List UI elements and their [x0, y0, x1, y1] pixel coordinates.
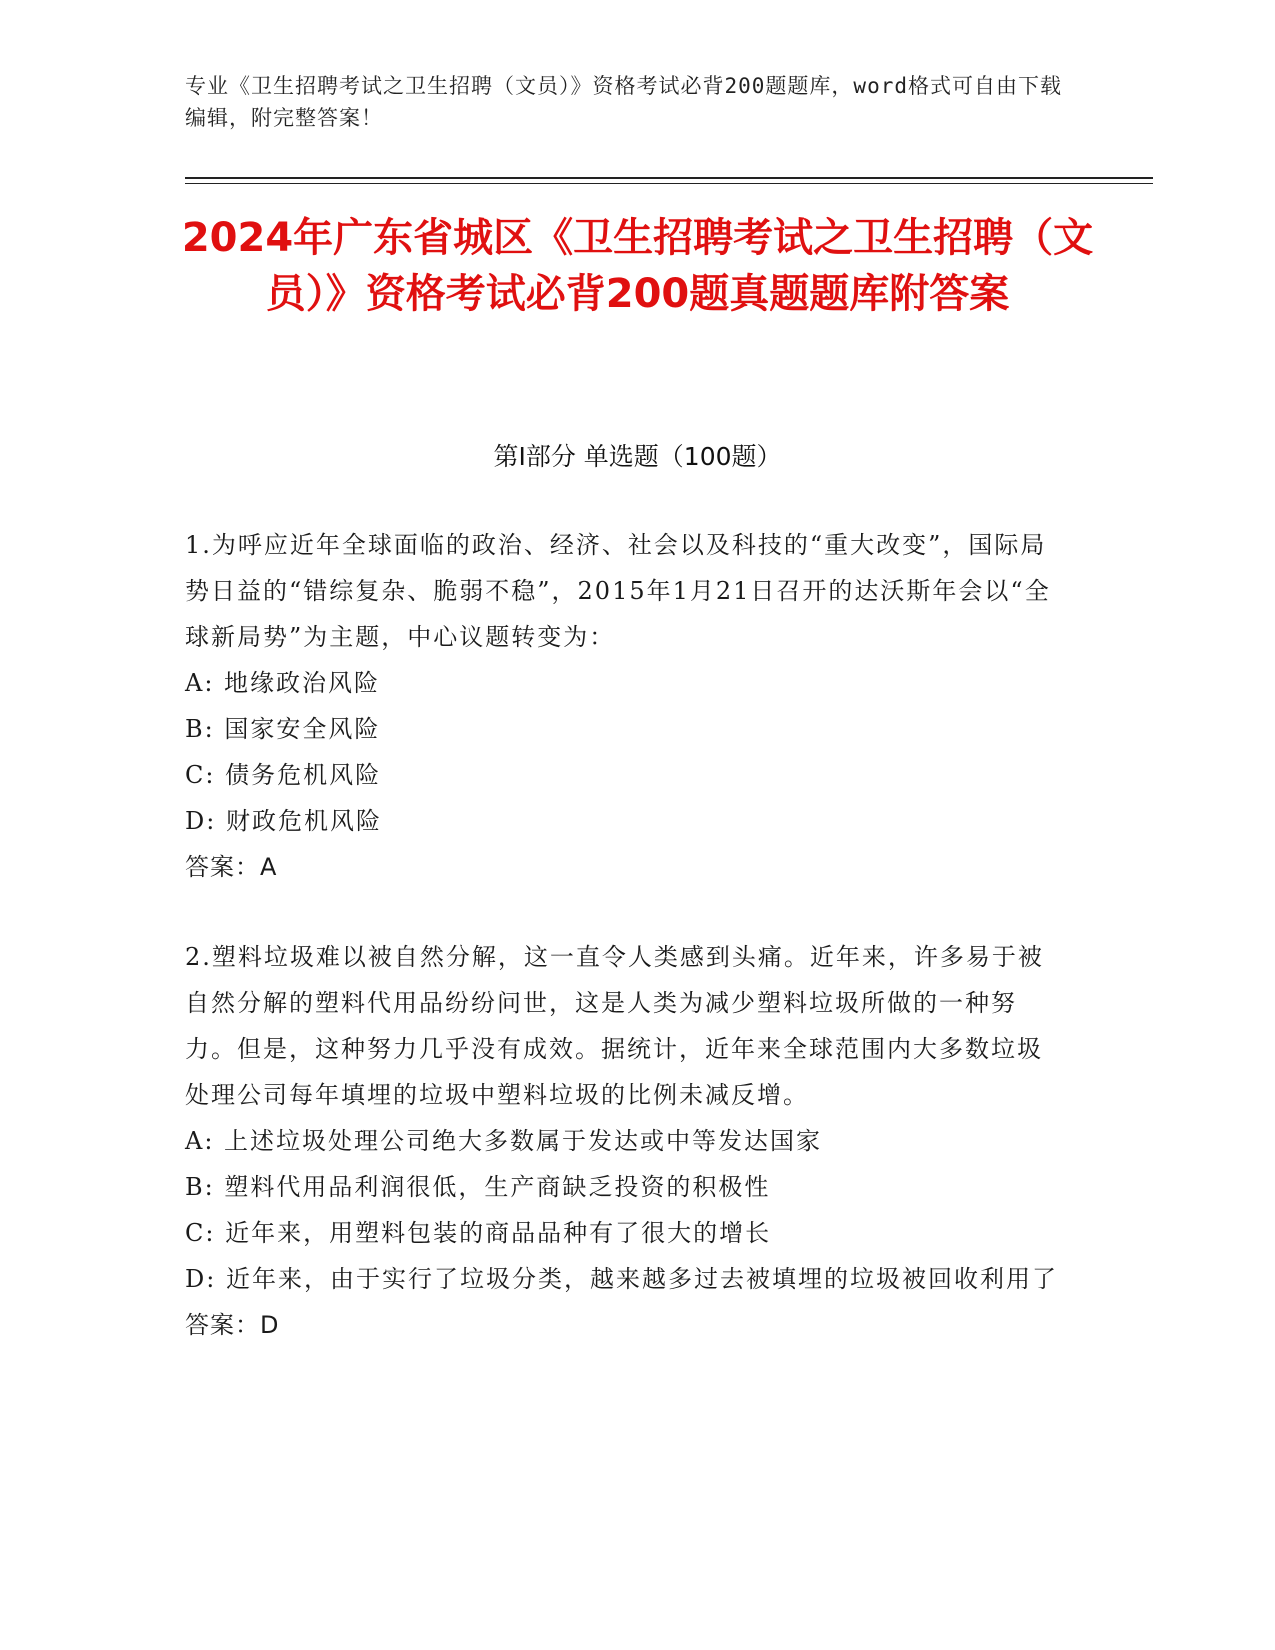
header-divider-thick: [185, 177, 1153, 179]
question-block: [185, 522, 1065, 890]
question-block: [185, 934, 1065, 1348]
document-title: 2024年广东省城区《卫生招聘考试之卫生招聘（文员）》资格考试必背200题真题题库附答案: [181, 215, 1094, 317]
option-c: C: 近年来，用塑料包装的商品品种有了很大的增长: [185, 1219, 772, 1247]
option-a: A: 上述垃圾处理公司绝大多数属于发达或中等发达国家: [185, 1127, 823, 1155]
option-c: C: 债务危机风险: [185, 761, 382, 789]
option-d: D: 近年来，由于实行了垃圾分类，越来越多过去被填埋的垃圾被回收利用了: [185, 1265, 1058, 1293]
answer: 答案：D: [185, 1311, 280, 1339]
header-note: 专业《卫生招聘考试之卫生招聘（文员）》资格考试必背200题题库，word格式可自由下载编辑，附完整答案！: [185, 74, 1062, 130]
option-b: B: 国家安全风险: [185, 715, 381, 743]
option-a: A: 地缘政治风险: [185, 669, 381, 697]
header-divider-thin: [185, 183, 1153, 184]
option-b: B: 塑料代用品利润很低，生产商缺乏投资的积极性: [185, 1173, 771, 1201]
question-stem: 2.塑料垃圾难以被自然分解，这一直令人类感到头痛。近年来，许多易于被自然分解的塑料代用品纷纷问世，这是人类为减少塑料垃圾所做的一种努力。但是，这种努力几乎没有成效。据统计，近年来全球范围内大多数垃圾处理公司每年填埋的垃圾中塑料垃圾的比例未减反增。: [185, 943, 1044, 1109]
answer: 答案：A: [185, 853, 278, 881]
option-d: D: 财政危机风险: [185, 807, 382, 835]
question-stem: 1.为呼应近年全球面临的政治、经济、社会以及科技的“重大改变”，国际局势日益的“错综复杂、脆弱不稳”，2015年1月21日召开的达沃斯年会以“全球新局势”为主题，中心议题转变为：: [185, 531, 1051, 651]
section-heading: 第I部分 单选题（100题）: [493, 442, 782, 471]
